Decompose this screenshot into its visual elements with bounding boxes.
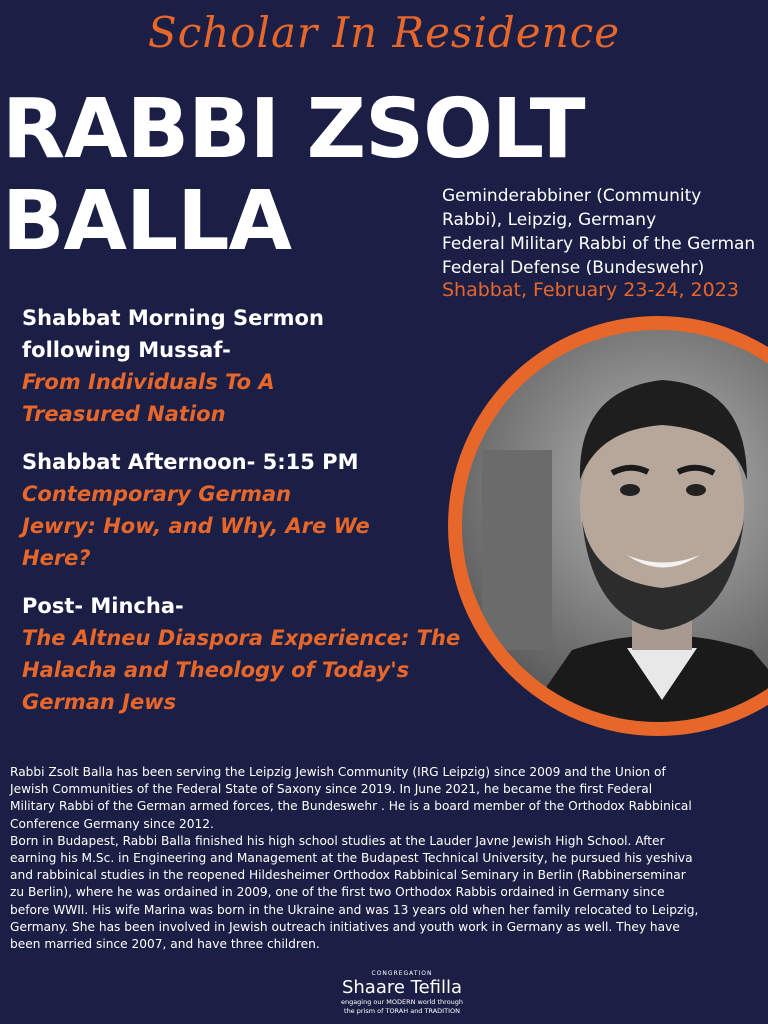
congregation-logo	[312, 970, 492, 1016]
event-title: The Altneu Diaspora Experience: The	[22, 626, 461, 650]
logo-name: Shaare Tefilla	[341, 977, 463, 998]
speaker-name-line-2: BALLA	[2, 174, 291, 269]
speaker-roles	[442, 184, 762, 280]
event-title: Here?	[22, 546, 91, 570]
event-label: Shabbat Morning Sermon	[22, 306, 324, 330]
event-post-mincha	[22, 590, 472, 718]
event-title: From Individuals To A	[22, 370, 275, 394]
bio-line: Conference Germany since 2012.	[10, 816, 214, 831]
event-afternoon	[22, 446, 472, 574]
role-line: Rabbi), Leipzig, Germany	[442, 210, 657, 230]
event-title: Jewry: How, and Why, Are We	[22, 514, 370, 538]
speaker-biography	[10, 764, 758, 953]
speaker-name-line-1: RABBI ZSOLT	[2, 82, 585, 177]
event-title: Contemporary German	[22, 482, 292, 506]
scholar-in-residence-heading: Scholar In Residence	[147, 8, 621, 57]
logo-tagline: engaging our MODERN world through	[340, 998, 464, 1006]
event-label: Shabbat Afternoon- 5:15 PM	[22, 450, 359, 474]
role-line: Federal Military Rabbi of the German	[442, 234, 756, 254]
event-morning-sermon	[22, 302, 472, 430]
event-schedule	[22, 302, 472, 734]
event-label: Post- Mincha-	[22, 594, 184, 618]
bio-line: Germany. She has been involved in Jewish outreach initiatives and youth work in Germany as well. They have	[10, 919, 680, 934]
bio-line: Military Rabbi of the German armed forces, the Bundeswehr . He is a board member of the Orthodox Rabbinical	[10, 799, 692, 814]
bio-line: and rabbinical studies in the reopened Hildesheimer Orthodox Rabbinical Seminary in Berlin (Rabbinerseminar	[10, 868, 686, 883]
bio-line: Born in Budapest, Rabbi Balla finished his high school studies at the Lauder Javne Jewish High School. After	[10, 833, 665, 848]
logo-tagline: the prism of TORAH and TRADITION	[344, 1007, 460, 1015]
event-title: Treasured Nation	[22, 402, 226, 426]
bio-line: earning his M.Sc. in Engineering and Management at the Budapest Technical University, he pursued his yeshiva	[10, 851, 693, 866]
event-label: following Mussaf-	[22, 338, 231, 362]
event-date: Shabbat, February 23-24, 2023	[442, 279, 739, 301]
bio-line: been married since 2007, and have three children.	[10, 937, 320, 952]
bio-line: zu Berlin), where he was ordained in 2009, one of the first two Orthodox Rabbis ordained in Germany since	[10, 885, 665, 900]
logo-small-text: CONGREGATION	[371, 970, 433, 977]
role-line: Federal Defense (Bundeswehr)	[442, 258, 705, 278]
event-title: German Jews	[22, 690, 177, 714]
bio-line: Rabbi Zsolt Balla has been serving the Leipzig Jewish Community (IRG Leipzig) since 2009 and the Union of	[10, 765, 666, 779]
role-line: Geminderabbiner (Community	[442, 186, 702, 206]
bio-line: Jewish Communities of the Federal State of Saxony since 2019. In June 2021, he became the first Federal	[10, 782, 653, 797]
bio-line: before WWII. His wife Marina was born in the Ukraine and was 13 years old when her family relocated to Leipzig,	[10, 902, 699, 917]
event-title: Halacha and Theology of Today's	[22, 658, 410, 682]
